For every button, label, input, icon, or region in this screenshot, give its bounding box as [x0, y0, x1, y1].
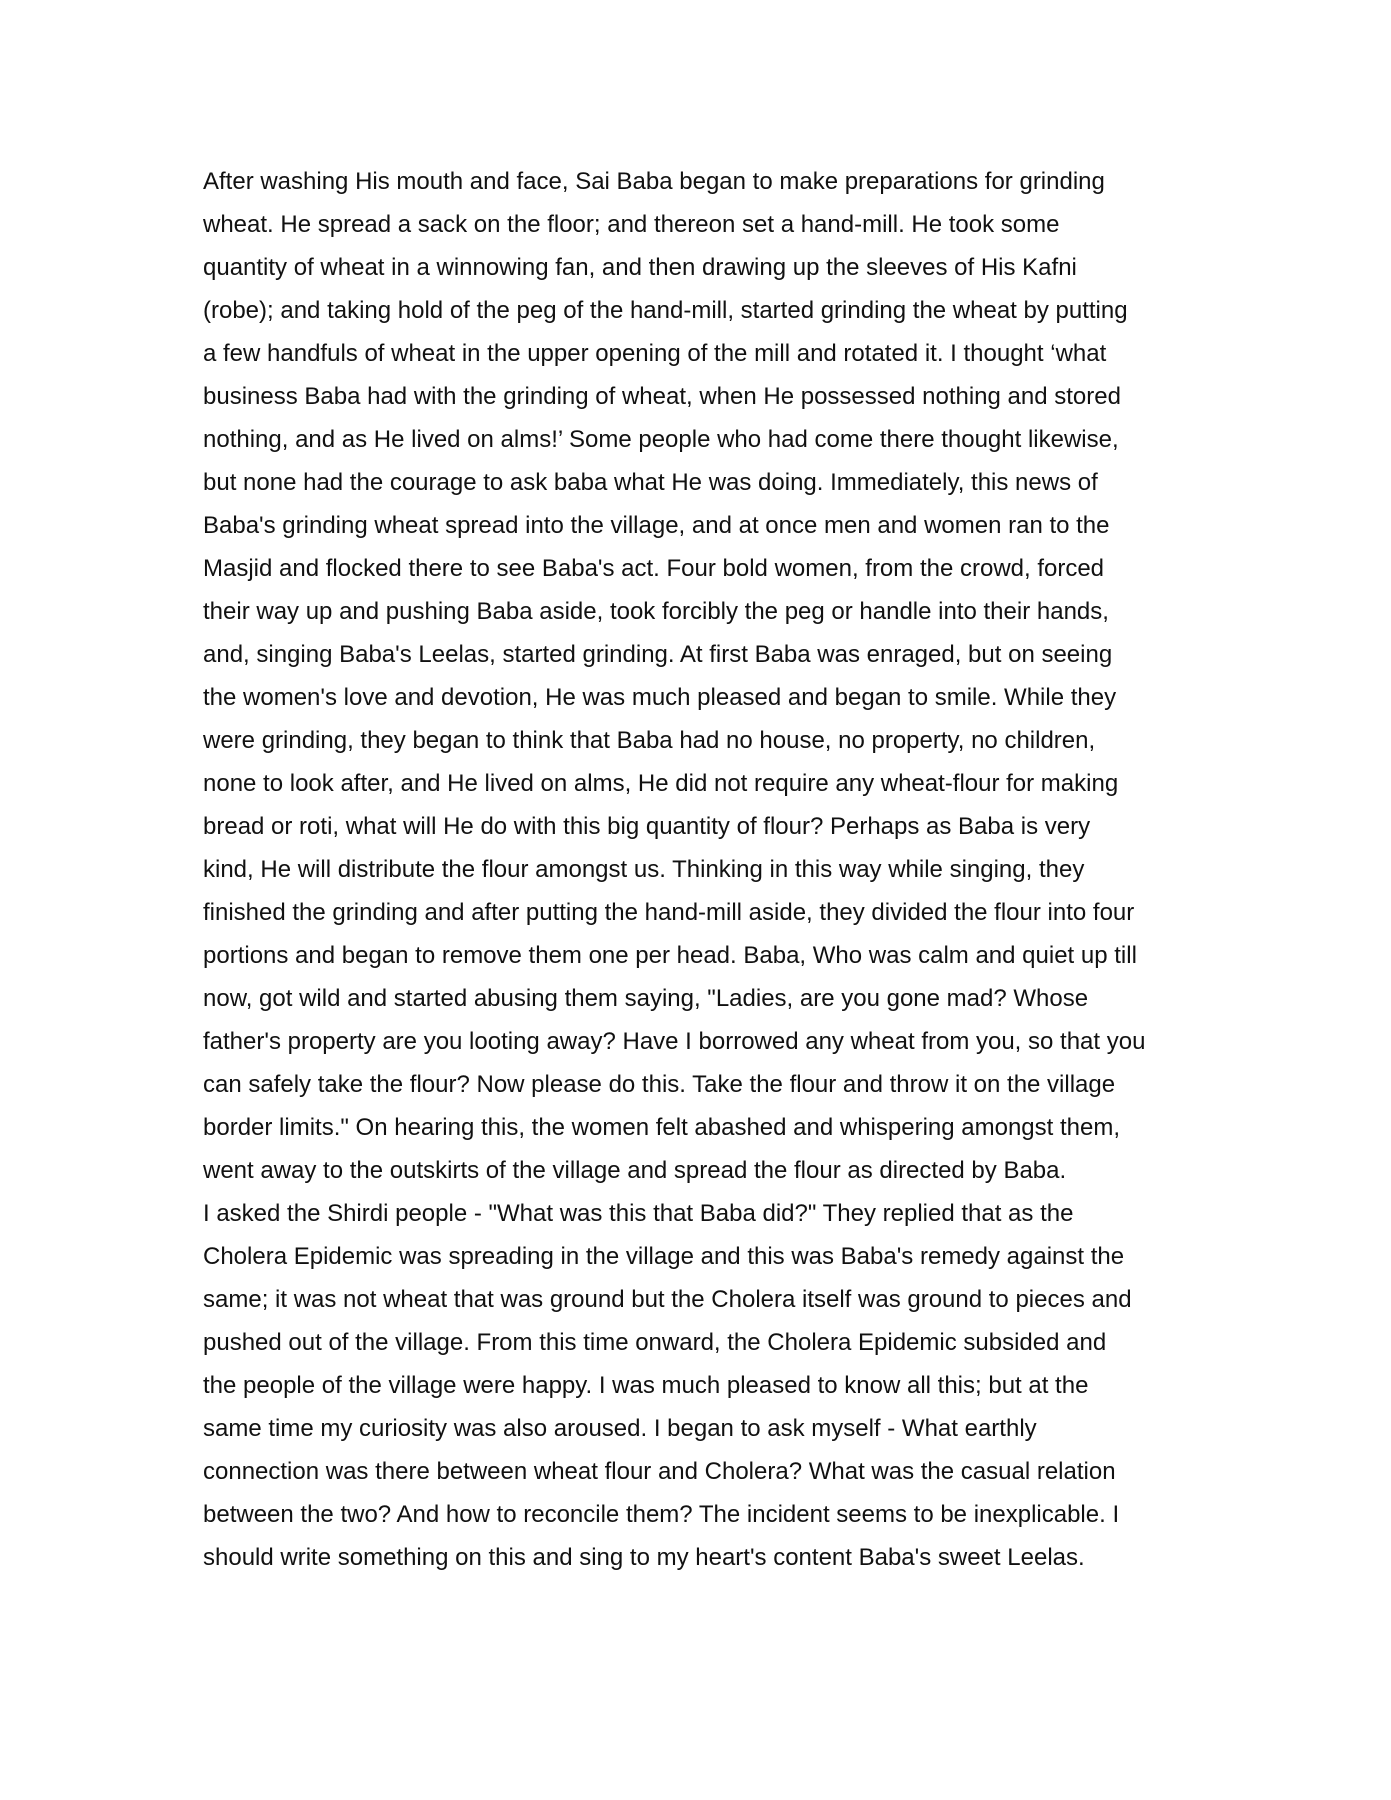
text-line: business Baba had with the grinding of wheat, when He possessed nothing and stored: [203, 383, 1121, 410]
text-line: wheat. He spread a sack on the floor; and thereon set a hand-mill. He took some: [203, 211, 1060, 238]
text-line: Cholera Epidemic was spreading in the village and this was Baba's remedy against the: [203, 1243, 1125, 1270]
text-line: but none had the courage to ask baba what He was doing. Immediately, this news of: [203, 469, 1098, 496]
text-line: quantity of wheat in a winnowing fan, and then drawing up the sleeves of His Kafni: [203, 254, 1077, 281]
text-line: Masjid and flocked there to see Baba's act. Four bold women, from the crowd, forced: [203, 555, 1105, 582]
text-line: connection was there between wheat flour and Cholera? What was the casual relation: [203, 1458, 1116, 1485]
text-line: now, got wild and started abusing them saying, "Ladies, are you gone mad? Whose: [203, 985, 1089, 1012]
text-line: should write something on this and sing to my heart's content Baba's sweet Leelas.: [203, 1544, 1085, 1571]
text-line: father's property are you looting away? Have I borrowed any wheat from you, so that you: [203, 1028, 1146, 1055]
text-line: pushed out of the village. From this time onward, the Cholera Epidemic subsided and: [203, 1329, 1107, 1356]
text-line: border limits." On hearing this, the women felt abashed and whispering amongst them,: [203, 1114, 1121, 1141]
text-line: same time my curiosity was also aroused. I began to ask myself - What earthly: [203, 1415, 1037, 1442]
text-line: a few handfuls of wheat in the upper opening of the mill and rotated it. I thought ‘what: [203, 340, 1107, 367]
text-line: I asked the Shirdi people - "What was this that Baba did?" They replied that as the: [203, 1200, 1074, 1227]
text-line: and, singing Baba's Leelas, started grinding. At first Baba was enraged, but on seeing: [203, 641, 1113, 668]
text-line: none to look after, and He lived on alms, He did not require any wheat-flour for making: [203, 770, 1119, 797]
text-line: finished the grinding and after putting the hand-mill aside, they divided the flour into four: [203, 899, 1135, 926]
text-line: bread or roti, what will He do with this big quantity of flour? Perhaps as Baba is very: [203, 813, 1091, 840]
text-line: kind, He will distribute the flour amongst us. Thinking in this way while singing, they: [203, 856, 1085, 883]
text-line: portions and began to remove them one per head. Baba, Who was calm and quiet up till: [203, 942, 1137, 969]
text-line: between the two? And how to reconcile them? The incident seems to be inexplicable. I: [203, 1501, 1120, 1528]
text-line: the women's love and devotion, He was much pleased and began to smile. While they: [203, 684, 1117, 711]
text-line: can safely take the flour? Now please do this. Take the flour and throw it on the village: [203, 1071, 1116, 1098]
text-line: (robe); and taking hold of the peg of the hand-mill, started grinding the wheat by putting: [203, 297, 1128, 324]
text-line: went away to the outskirts of the village and spread the flour as directed by Baba.: [203, 1157, 1067, 1184]
text-line: were grinding, they began to think that Baba had no house, no property, no children,: [203, 727, 1096, 754]
text-line: their way up and pushing Baba aside, took forcibly the peg or handle into their hands,: [203, 598, 1109, 625]
text-line: the people of the village were happy. I was much pleased to know all this; but at the: [203, 1372, 1089, 1399]
text-line: After washing His mouth and face, Sai Baba began to make preparations for grinding: [203, 168, 1105, 195]
text-line: nothing, and as He lived on alms!’ Some people who had come there thought likewise,: [203, 426, 1119, 453]
text-line: same; it was not wheat that was ground but the Cholera itself was ground to pieces and: [203, 1286, 1132, 1313]
body-text: [203, 160, 1203, 1579]
text-line: Baba's grinding wheat spread into the village, and at once men and women ran to the: [203, 512, 1110, 539]
